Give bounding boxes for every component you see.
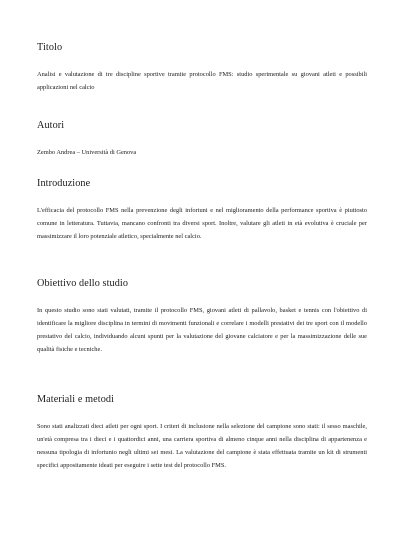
- section-heading-obiettivo: Obiettivo dello studio: [37, 278, 129, 289]
- section-heading-materiali-metodi: Materiali e metodi: [37, 394, 115, 405]
- section-body-obiettivo: In questo studio sono stati valutati, tramite il protocollo FMS, giovani atleti di pallavolo, basket e tennis con l'obiettivo di identificare la migliore disciplina in termini di movimenti funzionali e correlare i modelli prestativi dei tre sport con il modello prestativo del calcio, individuando alcuni spunti per la valutazione del giovane calciatore e per la massimizzazione delle sue qualità fisiche e tecniche.: [37, 307, 367, 353]
- section-body-introduzione: L'efficacia del protocollo FMS nella prevenzione degli infortuni e nel miglioramento della performance sportiva è piuttosto comune in letteratura. Tuttavia, mancano confronti tra diversi sport. Inoltre, valutare gli atleti in età evolutiva è cruciale per massimizzare il loro potenziale atletico, specialmente nel calcio.: [37, 207, 367, 240]
- section-titolo: [37, 42, 367, 95]
- section-autori: [37, 120, 367, 160]
- section-body-titolo: Analisi e valutazione di tre discipline sportive tramite protocollo FMS: studio sperimentale su giovani atleti e possibili applicazioni nel calcio: [37, 71, 367, 91]
- section-materiali-metodi: [37, 394, 367, 473]
- section-heading-autori: Autori: [37, 120, 65, 131]
- section-introduzione: [37, 178, 367, 244]
- section-obiettivo: [37, 278, 367, 357]
- section-heading-introduzione: Introduzione: [37, 178, 91, 189]
- section-body-materiali-metodi: Sono stati analizzati dieci atleti per ogni sport. I criteri di inclusione nella selezione del campione sono stati: il sesso maschile, un'età compresa tra i dieci e i quattordici anni, una carriera sportiva di almeno cinque anni nella disciplina di appartenenza e nessuna tipologia di infortunio negli ultimi sei mesi. La valutazione del campione è stata effettuata tramite un kit di strumenti specifici appositamente ideati per eseguire i sette test del protocollo FMS.: [37, 423, 367, 469]
- section-heading-titolo: Titolo: [37, 42, 63, 53]
- section-body-autori: Zembo Andrea – Università di Genova: [37, 149, 137, 156]
